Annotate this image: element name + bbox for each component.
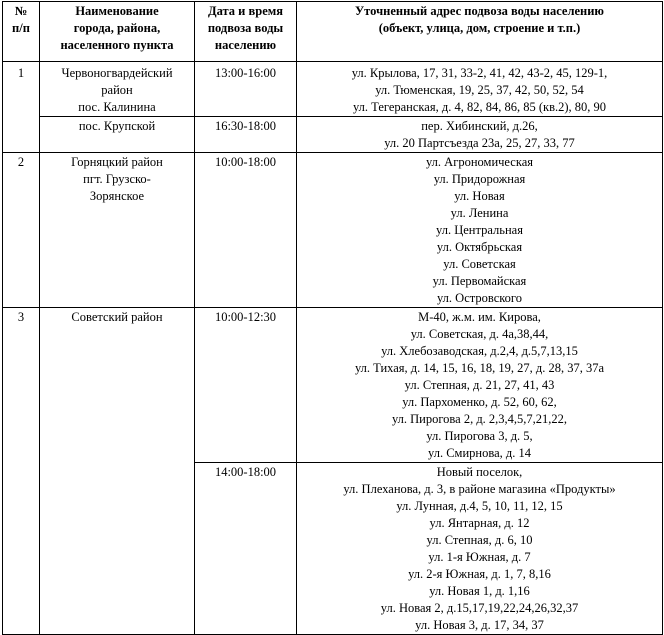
address-line: ул. Советская xyxy=(443,257,516,271)
address-line: ул. Янтарная, д. 12 xyxy=(429,516,530,530)
address-line: ул. Пархоменко, д. 52, 60, 62, xyxy=(402,395,557,409)
delivery-time: 16:30-18:00 xyxy=(195,117,297,153)
address-line: ул. Тюменская, 19, 25, 37, 42, 50, 52, 54 xyxy=(375,83,584,97)
address-line: ул. Тегеранская, д. 4, 82, 84, 86, 85 (кв.2), 80, 90 xyxy=(352,100,607,114)
address-line: М-40, ж.м. им. Кирова, xyxy=(418,310,541,324)
address-line: пер. Хибинский, д.26, xyxy=(421,119,538,133)
header-time-line: населению xyxy=(214,38,277,52)
locality-line: район xyxy=(101,83,133,97)
address-line: ул. Советская, д. 4а,38,44, xyxy=(410,327,549,341)
address-line: ул. Плеханова, д. 3, в районе магазина «Продукты» xyxy=(343,482,616,496)
address-line: ул. Агрономическая xyxy=(425,155,534,169)
address-line: Новый поселок, xyxy=(436,465,523,479)
address-line: ул. Пирогова 3, д. 5, xyxy=(426,429,533,443)
address-line: ул. 20 Партсъезда 23а, 25, 27, 33, 77 xyxy=(384,136,575,150)
address-line: ул. Степная, д. 21, 27, 41, 43 xyxy=(404,378,555,392)
locality-line: пгт. Грузско- xyxy=(83,172,151,186)
address-line: ул. Ленина xyxy=(450,206,509,220)
delivery-time: 10:00-12:30 xyxy=(195,308,297,463)
table-row xyxy=(3,117,663,153)
table-row xyxy=(3,62,663,117)
locality-line: Горняцкий район xyxy=(71,155,163,169)
locality-name xyxy=(40,117,195,153)
address-line: ул. Центральная xyxy=(436,223,523,237)
address-line: ул. Тихая, д. 14, 15, 16, 18, 19, 27, д. 28, 37, 37а xyxy=(354,361,605,375)
address-line: ул. Смирнова, д. 14 xyxy=(428,446,531,460)
table-row xyxy=(3,153,663,308)
header-time-line: Дата и время xyxy=(207,4,284,18)
locality-line: Зорянское xyxy=(89,189,145,203)
delivery-time: 14:00-18:00 xyxy=(195,463,297,635)
address-line: ул. Первомайская xyxy=(432,274,527,288)
header-name xyxy=(40,2,195,62)
water-delivery-table xyxy=(2,1,663,635)
row-number: 1 xyxy=(3,62,40,153)
header-time xyxy=(195,2,297,62)
address-line: ул. Новая 1, д. 1,16 xyxy=(429,584,530,598)
header-addr xyxy=(297,2,663,62)
address-line: ул. Октябрьская xyxy=(436,240,523,254)
address-line: ул. 1-я Южная, д. 7 xyxy=(428,550,531,564)
locality-name xyxy=(40,62,195,117)
locality-line: пос. Калинина xyxy=(78,100,156,114)
header-name-line: города, района, xyxy=(73,21,161,35)
locality-name xyxy=(40,153,195,308)
address-line: ул. Хлебозаводская, д.2,4, д.5,7,13,15 xyxy=(381,344,578,358)
address-list xyxy=(297,463,663,635)
header-name-line: населенного пункта xyxy=(60,38,174,52)
row-number: 2 xyxy=(3,153,40,308)
address-line: ул. Островского xyxy=(436,291,522,305)
locality-line: Червоногвардейский xyxy=(61,66,173,80)
header-addr-line: Уточненный адрес подвоза воды населению xyxy=(355,4,604,18)
address-line: ул. Степная, д. 6, 10 xyxy=(426,533,533,547)
header-time-line: подвоза воды xyxy=(207,21,284,35)
address-line: ул. Новая 2, д.15,17,19,22,24,26,32,37 xyxy=(380,601,579,615)
locality-name xyxy=(40,308,195,635)
address-line: ул. Пирогова 2, д. 2,3,4,5,7,21,22, xyxy=(391,412,568,426)
table-header-row xyxy=(3,2,663,62)
address-line: ул. Лунная, д.4, 5, 10, 11, 12, 15 xyxy=(396,499,563,513)
address-line: ул. 2-я Южная, д. 1, 7, 8,16 xyxy=(408,567,551,581)
header-num-line: № xyxy=(14,4,28,18)
header-num xyxy=(3,2,40,62)
address-line: ул. Новая 3, д. 17, 34, 37 xyxy=(415,618,544,632)
address-line: ул. Новая xyxy=(454,189,505,203)
header-name-line: Наименование xyxy=(75,4,159,18)
address-list xyxy=(297,308,663,463)
address-list xyxy=(297,153,663,308)
delivery-time: 10:00-18:00 xyxy=(195,153,297,308)
locality-line: Советский район xyxy=(71,310,163,324)
header-addr-line: (объект, улица, дом, строение и т.п.) xyxy=(378,21,581,35)
row-number: 3 xyxy=(3,308,40,635)
header-num-line: п/п xyxy=(12,21,30,35)
locality-line: пос. Крупской xyxy=(78,119,156,133)
address-line: ул. Крылова, 17, 31, 33-2, 41, 42, 43-2, 45, 129-1, xyxy=(351,66,608,80)
table-row xyxy=(3,308,663,463)
address-line: ул. Придорожная xyxy=(433,172,526,186)
delivery-time: 13:00-16:00 xyxy=(195,62,297,117)
address-list xyxy=(297,117,663,153)
address-list xyxy=(297,62,663,117)
